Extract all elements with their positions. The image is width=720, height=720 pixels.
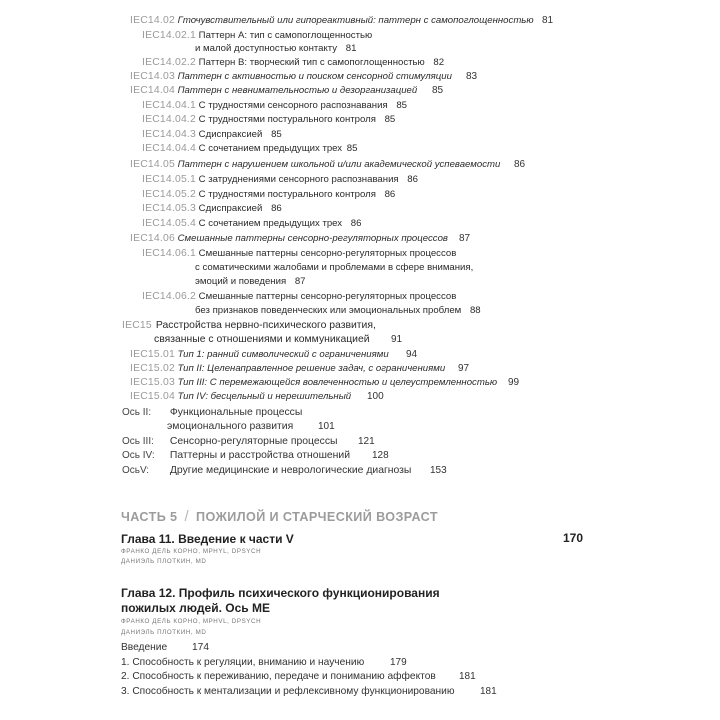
entry-code: IEC14.05 [130,159,175,170]
toc-entry[interactable] [142,100,407,112]
entry-title-line3: эмоций и поведения [195,276,287,287]
entry-code: IEC14.05.3 [142,203,196,214]
toc-entry-continued [195,276,306,288]
axis-label: Ось II: [122,407,152,418]
toc-entry[interactable] [142,203,282,215]
entry-title: Паттерн В: творческий тип с самопоглощенностью [198,57,425,68]
section-title: 2. Способность к переживанию, передаче и пониманию аффектов [121,671,436,682]
entry-page: 85 [346,143,358,154]
axis-title-line2: эмоционального развития [167,421,294,432]
entry-title: С трудностями сенсорного распознавания [198,100,388,111]
toc-entry-continued [195,43,356,55]
axis-entry[interactable] [122,465,411,477]
entry-code: IEC14.06.2 [142,291,196,302]
axis-page: 153 [430,465,447,476]
toc-entry[interactable] [130,349,389,361]
chapter-12-title[interactable]: Глава 12. Профиль психического функционирования [121,586,440,600]
part-heading [121,508,438,525]
entry-page: 88 [469,305,481,316]
entry-title: С трудностями постурального контроля [198,189,376,200]
axis-label: ОсьV: [122,465,150,476]
section-entry[interactable] [121,686,455,697]
entry-title-line2: связанные с отношениями и коммуникацией [154,334,370,345]
entry-code: IEC14.06 [130,233,175,244]
entry-title: Тип II: Целенаправленное решение задач, с ограничениями [177,363,446,374]
entry-code: IEC14.04.4 [142,143,196,154]
entry-code: IEC14.05.4 [142,218,196,229]
entry-title-line2: с соматическими жалобами и проблемами в сфере внимания, [195,262,474,273]
entry-page: 81 [542,15,554,26]
axis-page: 101 [318,421,335,432]
entry-code: IEC14.05.2 [142,189,196,200]
entry-title: Паттерн с невнимательностью и дезорганизацией [177,85,418,96]
entry-title: Тип 1: ранний символический с ограничениями [177,349,389,360]
entry-title: С сочетанием предыдущих трех [198,218,343,229]
section-page: 179 [390,657,407,668]
toc-entry[interactable] [142,30,372,42]
section-page: 174 [192,642,209,653]
entry-page: 81 [345,43,357,54]
entry-code: IEC14.02.1 [142,30,196,41]
section-entry[interactable] [121,642,209,653]
entry-code: IEC14.06.1 [142,248,196,259]
toc-entry[interactable] [130,71,452,83]
axis-entry[interactable] [122,407,302,419]
axis-label: Ось IV: [122,450,155,461]
entry-code: IEC15.02 [130,363,175,374]
entry-page: 99 [508,377,520,388]
toc-entry[interactable] [142,143,357,155]
entry-code: IEC15.01 [130,349,175,360]
entry-title: Гточувствительный или гипореактивный: паттерн с самопоглощенностью [177,15,534,26]
axis-page: 121 [358,436,375,447]
section-entry[interactable] [121,671,436,682]
entry-code: IEC15.03 [130,377,175,388]
toc-entry-continued [154,334,370,346]
axis-entry[interactable] [122,450,350,462]
entry-title: С сочетанием предыдущих трех [198,143,343,154]
entry-title: С затруднениями сенсорного распознавания [198,174,399,185]
entry-title: С трудностями постурального контроля [198,114,376,125]
entry-code: IEC14.04.2 [142,114,196,125]
section-title: Введение [121,642,168,653]
entry-title: Тип IV: бесцельный и нерешительный [177,391,352,402]
axis-page: 128 [372,450,389,461]
entry-code: IEC14.04.1 [142,100,196,111]
toc-entry[interactable] [130,85,417,97]
chapter-12-title-line2: пожилых людей. Ось ME [121,601,270,615]
toc-entry[interactable] [142,248,456,260]
axis-title: Другие медицинские и неврологические диагнозы [169,465,412,476]
entry-code: IEC15.04 [130,391,175,402]
entry-title: Паттерн А: тип с самопоглощенностью [198,30,373,41]
entry-code: IEC14.05.1 [142,174,196,185]
toc-entry-continued [195,262,473,274]
entry-title: Паттерн с активностью и поиском сенсорной стимуляции [177,71,452,82]
entry-page: 86 [271,203,282,214]
entry-page: 94 [406,349,418,360]
toc-entry[interactable] [130,391,351,403]
chapter-12-author: ДАНИЭЛЬ ПЛОТКИН, MD [121,629,207,636]
entry-code: IEC14.04 [130,85,175,96]
toc-entry[interactable] [142,174,418,186]
chapter-11-author: ФРАНКО ДЕЛЬ КОРНО, MPHYL, DPSYCH [121,548,262,555]
entry-title: Смешанные паттерны сенсорно-регуляторных процессов [198,291,457,302]
toc-entry[interactable] [142,189,395,201]
toc-entry[interactable] [130,363,445,375]
section-title: 3. Способность к ментализации и рефлексивному функционированию [121,686,455,697]
toc-entry-continued [195,305,481,317]
entry-title-line2: без признаков поведенческих или эмоциональных проблем [195,305,462,316]
entry-title: Смешанные паттерны сенсорно-регуляторных процессов [177,233,448,244]
entry-title: Смешанные паттерны сенсорно-регуляторных процессов [198,248,457,259]
entry-page: 97 [458,363,470,374]
toc-entry[interactable] [142,114,395,126]
toc-entry[interactable] [142,218,361,230]
entry-page: 85 [396,100,407,111]
entry-page: 85 [432,85,444,96]
section-page: 181 [480,686,497,697]
section-page: 181 [459,671,476,682]
toc-entry[interactable] [142,57,444,69]
entry-page: 86 [350,218,362,229]
chapter-11-page: 170 [563,531,584,545]
entry-page: 86 [407,174,418,185]
entry-title: Тип III: С перемежающейся вовлеченностью и целеустремленностью [177,377,498,388]
entry-title: Паттерн с нарушением школьной и/или академической успеваемости [177,159,501,170]
entry-page: 100 [367,391,384,402]
chapter-11-author: ДАНИЭЛЬ ПЛОТКИН, MD [121,558,207,565]
axis-title: Сенсорно-регуляторные процессы [169,436,338,447]
section-entry[interactable] [121,657,364,668]
toc-entry[interactable] [130,15,534,27]
axis-title: Паттерны и расстройства отношений [169,450,351,461]
section-title: 1. Способность к регуляции, вниманию и научению [121,657,365,668]
entry-page: 86 [384,189,396,200]
entry-page: 85 [384,114,396,125]
part-title: ПОЖИЛОЙ И СТАРЧЕСКИЙ ВОЗРАСТ [196,510,438,524]
entry-page: 86 [514,159,526,170]
entry-code: IEC14.02.2 [142,57,196,68]
axis-title: Функциональные процессы [169,407,303,418]
entry-title: Сдиспраксией [198,203,263,214]
entry-page: 87 [294,276,306,287]
toc-entry[interactable] [122,320,376,332]
toc-entry[interactable] [142,291,456,303]
entry-code: IEC14.02 [130,15,175,26]
axis-entry[interactable] [122,436,338,448]
part-number: ЧАСТЬ 5 [121,510,178,524]
entry-title: Расстройства нервно-психического развития, [155,320,376,331]
entry-page: 91 [391,334,403,345]
entry-page: 82 [433,57,445,68]
axis-entry-continued [167,421,293,433]
axis-label: Ось III: [122,436,154,447]
entry-page: 87 [459,233,471,244]
chapter-12-author: ФРАНКО ДЕЛЬ КОРНО, MPHVL, DPSYCH [121,618,262,625]
toc-entry[interactable] [130,159,500,171]
toc-entry[interactable] [130,233,448,245]
entry-code: IEC14.04.3 [142,129,196,140]
entry-code: IEC15 [122,320,152,331]
entry-code: IEC14.03 [130,71,175,82]
chapter-11-title[interactable]: Глава 11. Введение к части V [121,532,294,546]
entry-title: Сдиспраксией [198,129,263,140]
toc-entry[interactable] [142,129,282,141]
part-separator: / [184,508,190,525]
entry-page: 83 [466,71,478,82]
entry-page: 85 [271,129,282,140]
toc-entry[interactable] [130,377,497,389]
entry-title-line2: и малой доступностью контакту [195,43,338,54]
